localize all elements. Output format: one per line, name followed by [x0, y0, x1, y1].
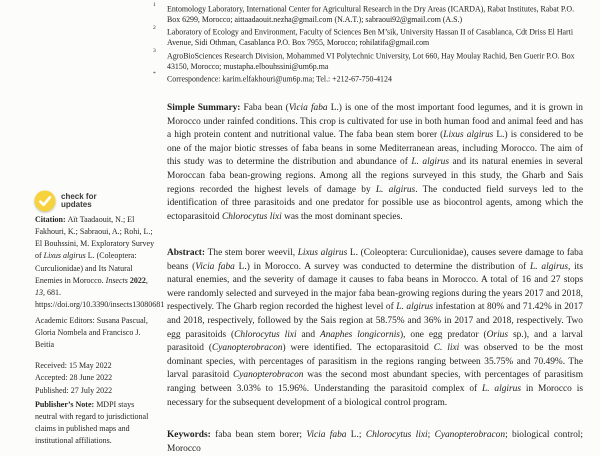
- affiliation-text: Entomology Laboratory, International Center for Agricultural Research in the Dry Areas (ICARDA), Rabat Institutes, Rabat P.O. Box 6299, Morocco; aittaadaouit.nezha@gmail.com (N.A.T.); sabraoui92@gmail.com (A.S.): [167, 4, 575, 24]
- received-value: 15 May 2022: [68, 361, 112, 370]
- article-dates: [35, 360, 156, 397]
- badge-label-line1: check for: [61, 191, 97, 201]
- affiliation-text: AgroBioSciences Research Division, Mohammed VI Polytechnic University, Lot 660, Hay Moulay Rachid, Ben Guerir P.O. Box 43150, Morocco; mustapha.elbouhssini@um6p.ma: [167, 51, 575, 71]
- correspondence-item: [153, 72, 584, 85]
- published-label: Published:: [35, 385, 69, 395]
- simple-summary-paragraph: Simple Summary: Faba bean (Vicia faba L.) is one of the most important food legumes, and it is grown in Morocco under rainfed conditions. This crop is cultivated for use in both human food and animal feed and has a high protein content and nutritional value. The faba bean stem borer (Lixus algirus L.) is considered to be one of the major biotic stresses of faba beans in some Mediterranean areas, including Morocco. The aim of this study was to determine the distribution and abundance of L. algirus and its natural enemies in several Moroccan faba bean-growing regions. Among all the regions surveyed in this study, the Gharb and Sais regions recorded the highest levels of damage by L. algirus. The conducted field surveys led to the identification of three parasitoids and one predator for possible use as biocontrol agents, among which the ectoparasitoid Chlorocytus lixi was the most dominant species.: [167, 103, 584, 222]
- badge-label-line2: updates: [61, 200, 92, 209]
- affiliation-marker: 3: [153, 48, 156, 55]
- correspondence-text: Correspondence: karim.elfakhouri@um6p.ma; Tel.: +212-67-750-4124: [167, 74, 392, 84]
- published-date: [35, 385, 156, 397]
- abstract-paragraph: Abstract: The stem borer weevil, Lixus algirus L. (Coleoptera: Curculionidae), causes severe damage to faba beans (Vicia faba L.) in Morocco. A survey was conducted to determine the distribution of L. algirus, its natural enemies, and the severity of damage it causes to faba beans in Morocco. A total of 16 and 27 stops were randomly selected and surveyed in the major faba bean-growing regions during the years 2017 and 2018, respectively. The Gharb region recorded the highest level of L. algirus infestation at 80% and 71.42% in 2017 and 2018, respectively, followed by the Sais region at 58.75% and 36% in 2017 and 2018, respectively. Two egg parasitoids (Chlorocytus lixi and Anaphes longicornis), one egg predator (Orius sp.), and a larval parasitoid (Cyanopterobracon) were identified. The ectoparasitoid C. lixi was observed to be the most dominant species, with percentages of parasitism in the regions ranging between 35.75% and 70.49%. The larval parasitoid Cyanopterobracon was the second most abundant species, with percentages of parasitism ranging between 3.03% to 15.96%. Understanding the parasitoid complex of L. algirus in Morocco is necessary for the subsequent development of a biological control program.: [167, 248, 584, 408]
- affiliation-marker: 2: [153, 24, 156, 31]
- affiliation-item-1: [153, 2, 584, 25]
- accepted-value: 28 June 2022: [69, 373, 113, 383]
- correspondence-marker: *: [153, 71, 156, 78]
- publishers-note: Publisher’s Note: MDPI stays neutral with regard to jurisdictional claims in published maps and institutional affiliations.: [35, 400, 149, 446]
- affiliations-list: [153, 2, 584, 85]
- check-icon: [34, 190, 56, 212]
- affiliation-marker: 1: [153, 1, 156, 8]
- affiliation-item-2: [153, 25, 584, 48]
- keywords-paragraph: Keywords: faba bean stem borer; Vicia faba L.; Chlorocytus lixi; Cyanopterobracon; biological control; Morocco: [167, 430, 583, 454]
- citation: Citation: Aït Taadaouit, N.; El Fakhouri, K.; Sabraoui, A.; Rohi, L.; El Bouhssini, M. Exploratory Survey of Lixus algirus L. (Coleoptera: Curculionidae) and Its Natural Enemies in Morocco. Insects 2022, 13, 681. https://doi.org/10.3390/insects13080681: [35, 215, 165, 310]
- affiliation-text: Laboratory of Ecology and Environment, Faculty of Sciences Ben M’sik, University Hassan II of Casablanca, Cdt Driss El Harti Avenue, Sidi Othman, Casablanca P.O. Box 7955, Morocco; rohilatifa@gmail.com: [167, 27, 574, 48]
- badge-label: [61, 193, 97, 210]
- received-date: [35, 360, 156, 372]
- academic-editors: Academic Editors: Susana Pascual, Gloria Nombela and Francisco J. Beitia: [35, 316, 148, 350]
- published-value: 27 July 2022: [70, 385, 113, 395]
- affiliation-item-3: [153, 49, 584, 72]
- check-for-updates-badge[interactable]: [34, 190, 144, 212]
- accepted-date: [35, 372, 156, 384]
- accepted-label: Accepted:: [35, 373, 68, 383]
- received-label: Received:: [35, 361, 67, 370]
